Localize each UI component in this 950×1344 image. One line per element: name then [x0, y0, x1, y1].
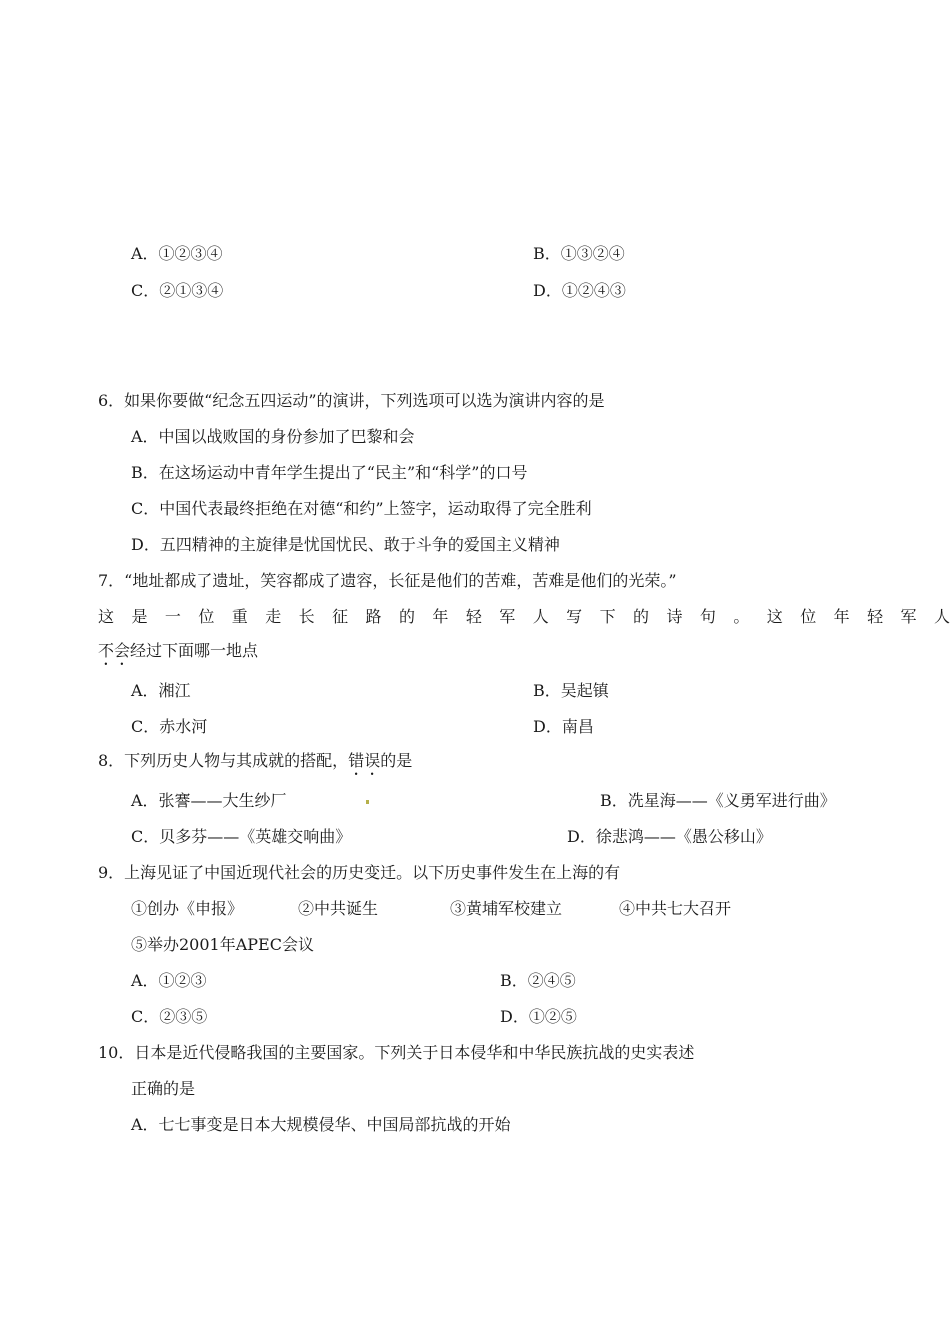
q7-line2-char: 轻 [867, 607, 884, 626]
q9-option-b: B．②④⑤ [500, 971, 576, 990]
q7-line2-char: 走 [265, 607, 282, 626]
q8-stem [98, 751, 412, 779]
q7-option-c: C．赤水河 [131, 717, 208, 736]
q7-line2-char: 征 [332, 607, 349, 626]
q7-line2-char: 的 [398, 607, 415, 626]
q5-option-b: B．①③②④ [533, 244, 625, 263]
q6-option-a: A．中国以战败国的身份参加了巴黎和会 [131, 427, 415, 446]
q7-line2-char: 一 [164, 607, 181, 626]
q7-line2-char: 。 [733, 607, 750, 626]
q7-line2-char: 诗 [666, 607, 683, 626]
q7-line2-char: 写 [566, 607, 583, 626]
q6-option-b: B．在这场运动中青年学生提出了“民主”和“科学”的口号 [131, 463, 528, 482]
q8-option-a: A．张謇——大生纱厂 [131, 791, 287, 810]
q8-stem-pre: 8．下列历史人物与其成就的搭配， [98, 751, 349, 770]
q10-stem: 10．日本是近代侵略我国的主要国家。下列关于日本侵华和中华民族抗战的史实表述 [98, 1043, 695, 1062]
q7-line2-char: 句 [699, 607, 716, 626]
q5-option-a: A．①②③④ [131, 244, 223, 263]
q7-option-d: D．南昌 [533, 717, 594, 736]
q7-stem-line2 [98, 607, 950, 627]
q7-line2-char: 年 [833, 607, 850, 626]
q7-option-a: A．湘江 [131, 681, 191, 700]
q7-line2-char: 路 [365, 607, 382, 626]
q6-option-c: C．中国代表最终拒绝在对德“和约”上签字，运动取得了完全胜利 [131, 499, 592, 518]
q7-line2-char: 长 [298, 607, 315, 626]
q7-line2-char: 年 [432, 607, 449, 626]
q9-option-d: D．①②⑤ [500, 1007, 577, 1026]
q7-line2-char: 人 [933, 607, 950, 626]
q8-option-d: D．徐悲鸿——《愚公移山》 [567, 827, 772, 846]
q7-line2-char: 军 [900, 607, 917, 626]
q7-line2-char: 位 [800, 607, 817, 626]
q7-line2-char: 下 [599, 607, 616, 626]
q7-stem-rest: 经过下面哪一地点 [130, 641, 259, 660]
q7-line2-char: 人 [532, 607, 549, 626]
q7-stem: 7．“地址都成了遗址，笑容都成了遗容，长征是他们的苦难，苦难是他们的光荣。” [98, 571, 677, 590]
q7-line2-char: 轻 [465, 607, 482, 626]
q7-stem-line3 [98, 641, 258, 669]
q5-option-d: D．①②④③ [533, 281, 626, 300]
q8-stem-post: 的是 [380, 751, 413, 770]
q9-item-1: ①创办《申报》 [131, 899, 244, 918]
q7-line2-char: 的 [633, 607, 650, 626]
q9-item-2: ②中共诞生 [298, 899, 379, 918]
q7-line2-char: 是 [131, 607, 148, 626]
q8-option-c: C．贝多芬——《英雄交响曲》 [131, 827, 352, 846]
q7-line2-char: 军 [499, 607, 516, 626]
q9-option-a: A．①②③ [131, 971, 207, 990]
q5-option-c: C．②①③④ [131, 281, 224, 300]
q7-emphasis: 不会 [98, 641, 131, 660]
q7-option-b: B．吴起镇 [533, 681, 609, 700]
q9-option-c: C．②③⑤ [131, 1007, 208, 1026]
q10-stem-line2: 正确的是 [131, 1079, 196, 1098]
q9-item-5: ⑤举办2001年APEC会议 [131, 935, 314, 954]
q6-option-d: D．五四精神的主旋律是忧国忧民、敢于斗争的爱国主义精神 [131, 535, 560, 554]
q8-option-b: B．冼星海——《义勇军进行曲》 [600, 791, 836, 810]
q6-stem: 6．如果你要做“纪念五四运动”的演讲，下列选项可以选为演讲内容的是 [98, 391, 605, 410]
q7-line2-char: 这 [98, 607, 115, 626]
q7-line2-char: 位 [198, 607, 215, 626]
q9-item-3: ③黄埔军校建立 [450, 899, 563, 918]
scan-speck [366, 800, 369, 804]
q10-option-a: A．七七事变是日本大规模侵华、中国局部抗战的开始 [131, 1115, 511, 1134]
q9-item-4: ④中共七大召开 [619, 899, 732, 918]
q7-line2-char: 这 [766, 607, 783, 626]
q7-line2-char: 重 [231, 607, 248, 626]
q9-stem: 9．上海见证了中国近现代社会的历史变迁。以下历史事件发生在上海的有 [98, 863, 621, 882]
q8-emphasis: 错误 [348, 751, 381, 770]
